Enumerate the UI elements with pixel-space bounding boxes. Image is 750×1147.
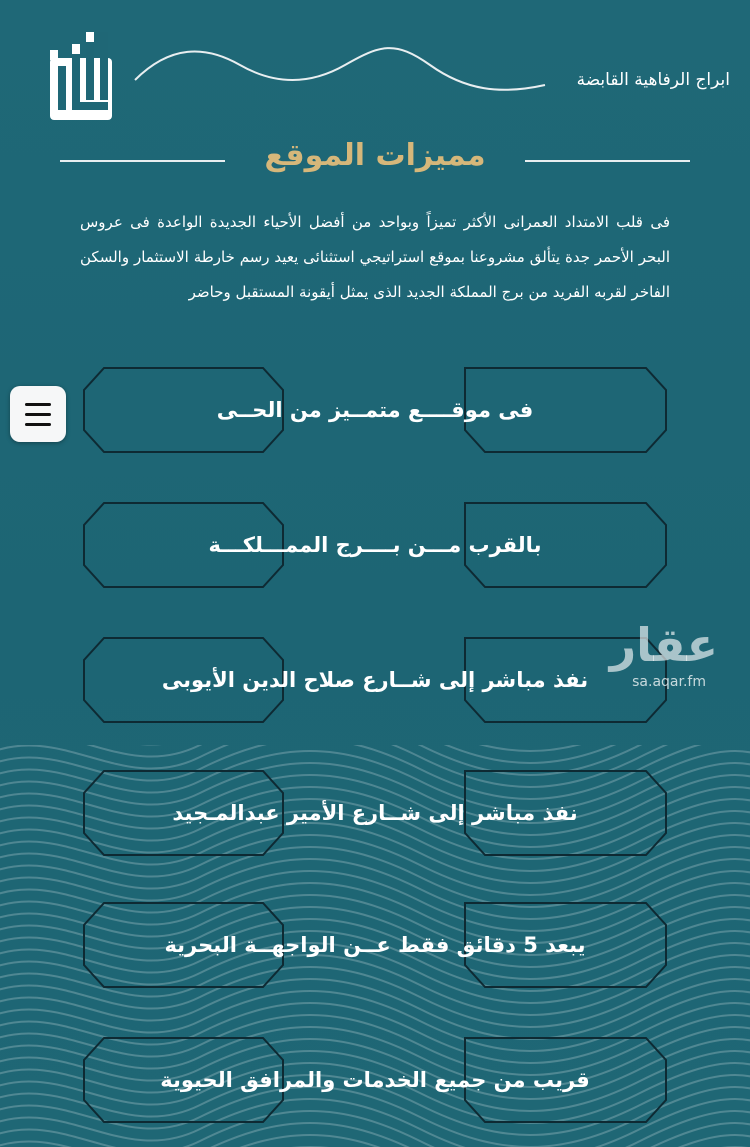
logo-icon[interactable] — [48, 30, 114, 122]
watermark-url: sa.aqar.fm — [632, 674, 706, 690]
watermark-brand: عقار — [609, 618, 718, 672]
feature-text: فى موقــــع متمــيز من الحــى — [216, 398, 534, 422]
hamburger-menu-icon-bar — [25, 403, 51, 406]
section-title: مميزات الموقع — [264, 138, 486, 173]
feature-text: نفذ مباشر إلى شــارع صلاح الدين الأيوبى — [161, 668, 589, 692]
feature-item — [80, 1035, 670, 1125]
feature-item — [80, 635, 670, 725]
hamburger-menu-button[interactable] — [10, 386, 66, 442]
feature-item — [80, 768, 670, 858]
hamburger-menu-icon-bar — [25, 423, 51, 426]
header — [0, 0, 750, 130]
pattern-wave-line — [0, 1135, 750, 1147]
decorative-wave-line — [130, 40, 550, 100]
company-name: ابراج الرفاهية القابضة — [576, 70, 730, 90]
feature-text: قريب من جميع الخدمات والمرافق الحيوية — [160, 1068, 590, 1092]
feature-item — [80, 365, 670, 455]
intro-paragraph: فى قلب الامتداد العمرانى الأكثر تميزاً وبواحد من أفضل الأحياء الجديدة الواعدة فى عروس البحر الأحمر جدة يتألق مشروعنا بموقع استراتيجي استثنائى يعيد رسم خارطة الاستثمار والسكن الفاخر لقربه الفريد من برج المملكة الجديد الذى يمثل أيقونة المستقبل وحاضر — [80, 213, 670, 301]
feature-item — [80, 900, 670, 990]
section-title-row — [0, 138, 750, 182]
watermark — [598, 618, 718, 698]
feature-item — [80, 500, 670, 590]
hamburger-menu-icon-bar — [25, 413, 51, 416]
feature-text: نفذ مباشر إلى شــارع الأمير عبدالمـجيد — [172, 801, 578, 825]
pattern-wave-line — [0, 745, 750, 763]
feature-text: بالقرب مـــن بــــرج الممـــلكـــة — [208, 533, 542, 557]
feature-text: يبعد 5 دقائق فقط عــن الواجهــة البحرية — [164, 933, 586, 957]
